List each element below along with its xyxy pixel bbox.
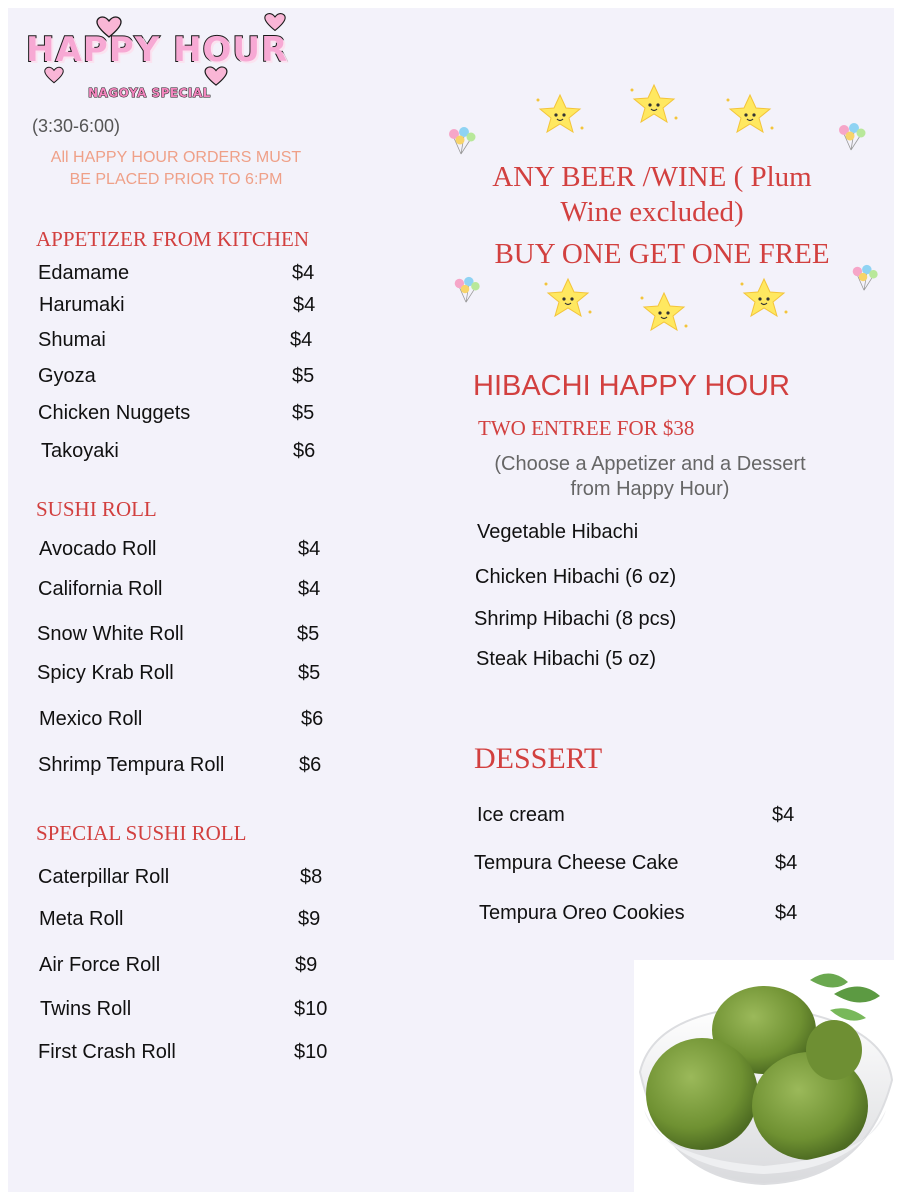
menu-item-name: Tempura Cheese Cake — [474, 852, 679, 874]
menu-item-name: Caterpillar Roll — [38, 866, 170, 888]
menu-page — [8, 8, 894, 1192]
menu-item-name: Edamame — [38, 262, 130, 284]
menu-item-price: $6 — [293, 440, 316, 462]
menu-item-name: Snow White Roll — [37, 623, 184, 645]
menu-item-name: Ice cream — [477, 804, 565, 826]
star-face-icon — [628, 82, 680, 128]
balloons-icon — [834, 120, 868, 154]
menu-item-price: $4 — [290, 329, 313, 351]
hibachi-item: Shrimp Hibachi (8 pcs) — [474, 608, 677, 630]
menu-item-name: Shumai — [38, 329, 106, 351]
star-face-icon — [638, 290, 690, 336]
balloons-icon — [450, 274, 482, 306]
star-face-icon — [738, 276, 790, 322]
menu-item-price: $9 — [298, 908, 321, 930]
menu-item-price: $9 — [295, 954, 318, 976]
hibachi-item: Steak Hibachi (5 oz) — [476, 648, 657, 670]
hibachi-item: Vegetable Hibachi — [477, 521, 639, 543]
order-notice — [26, 147, 326, 191]
drink-promo-line: Wine excluded) — [560, 196, 744, 228]
order-notice-line: BE PLACED PRIOR TO 6:PM — [69, 171, 283, 188]
menu-item-price: $5 — [297, 623, 320, 645]
special-sushi-roll-heading: SPECIAL SUSHI ROLL — [36, 821, 247, 845]
menu-item-price: $4 — [775, 902, 798, 924]
menu-item-name: Takoyaki — [41, 440, 119, 462]
menu-item-price: $5 — [298, 662, 321, 684]
menu-item-name: Avocado Roll — [39, 538, 157, 560]
balloons-icon — [444, 124, 478, 158]
menu-item-price: $4 — [292, 262, 315, 284]
menu-item-name: Twins Roll — [40, 998, 132, 1020]
hibachi-note — [460, 452, 840, 502]
hibachi-item: Chicken Hibachi (6 oz) — [475, 566, 677, 588]
menu-item-name: California Roll — [38, 578, 163, 600]
menu-item-name: First Crash Roll — [38, 1041, 176, 1063]
menu-item-name: Meta Roll — [39, 908, 124, 930]
menu-item-name: Shrimp Tempura Roll — [38, 754, 225, 776]
drink-promo — [462, 160, 842, 230]
menu-item-price: $10 — [294, 998, 328, 1020]
hibachi-note-line: from Happy Hour) — [570, 478, 730, 500]
menu-item-name: Tempura Oreo Cookies — [479, 902, 685, 924]
menu-item-price: $4 — [298, 578, 321, 600]
dessert-heading: DESSERT — [474, 742, 603, 775]
sushi-roll-heading: SUSHI ROLL — [36, 497, 157, 521]
menu-item-price: $4 — [775, 852, 798, 874]
menu-item-name: Air Force Roll — [39, 954, 161, 976]
menu-item-price: $5 — [292, 402, 315, 424]
star-face-icon — [534, 92, 586, 138]
hibachi-note-line: (Choose a Appetizer and a Dessert — [494, 453, 806, 475]
menu-item-name: Mexico Roll — [39, 708, 143, 730]
bogo-promo: BUY ONE GET ONE FREE — [494, 238, 830, 270]
menu-item-price: $4 — [293, 294, 316, 316]
star-face-icon — [542, 276, 594, 322]
menu-item-name: Harumaki — [39, 294, 125, 316]
drink-promo-line: ANY BEER /WINE ( Plum — [492, 161, 812, 193]
menu-item-price: $10 — [294, 1041, 328, 1063]
hibachi-deal: TWO ENTREE FOR $38 — [478, 416, 695, 440]
logo-subtitle: NAGOYA SPECIAL — [88, 86, 211, 100]
star-face-icon — [724, 92, 776, 138]
menu-item-name: Chicken Nuggets — [38, 402, 191, 424]
logo-title: HAPPY HOUR — [26, 30, 289, 70]
order-notice-line: All HAPPY HOUR ORDERS MUST — [50, 149, 302, 166]
menu-item-price: $5 — [292, 365, 315, 387]
menu-item-price: $6 — [299, 754, 322, 776]
happy-hour-times: (3:30-6:00) — [32, 116, 121, 136]
menu-item-price: $8 — [300, 866, 323, 888]
menu-item-name: Spicy Krab Roll — [37, 662, 174, 684]
hibachi-heading: HIBACHI HAPPY HOUR — [473, 370, 790, 402]
menu-item-price: $4 — [772, 804, 795, 826]
menu-item-price: $4 — [298, 538, 321, 560]
menu-item-name: Gyoza — [38, 365, 96, 387]
appetizer-heading: APPETIZER FROM KITCHEN — [36, 227, 310, 251]
menu-item-price: $6 — [301, 708, 324, 730]
green-tea-ice-cream-photo — [634, 960, 894, 1192]
